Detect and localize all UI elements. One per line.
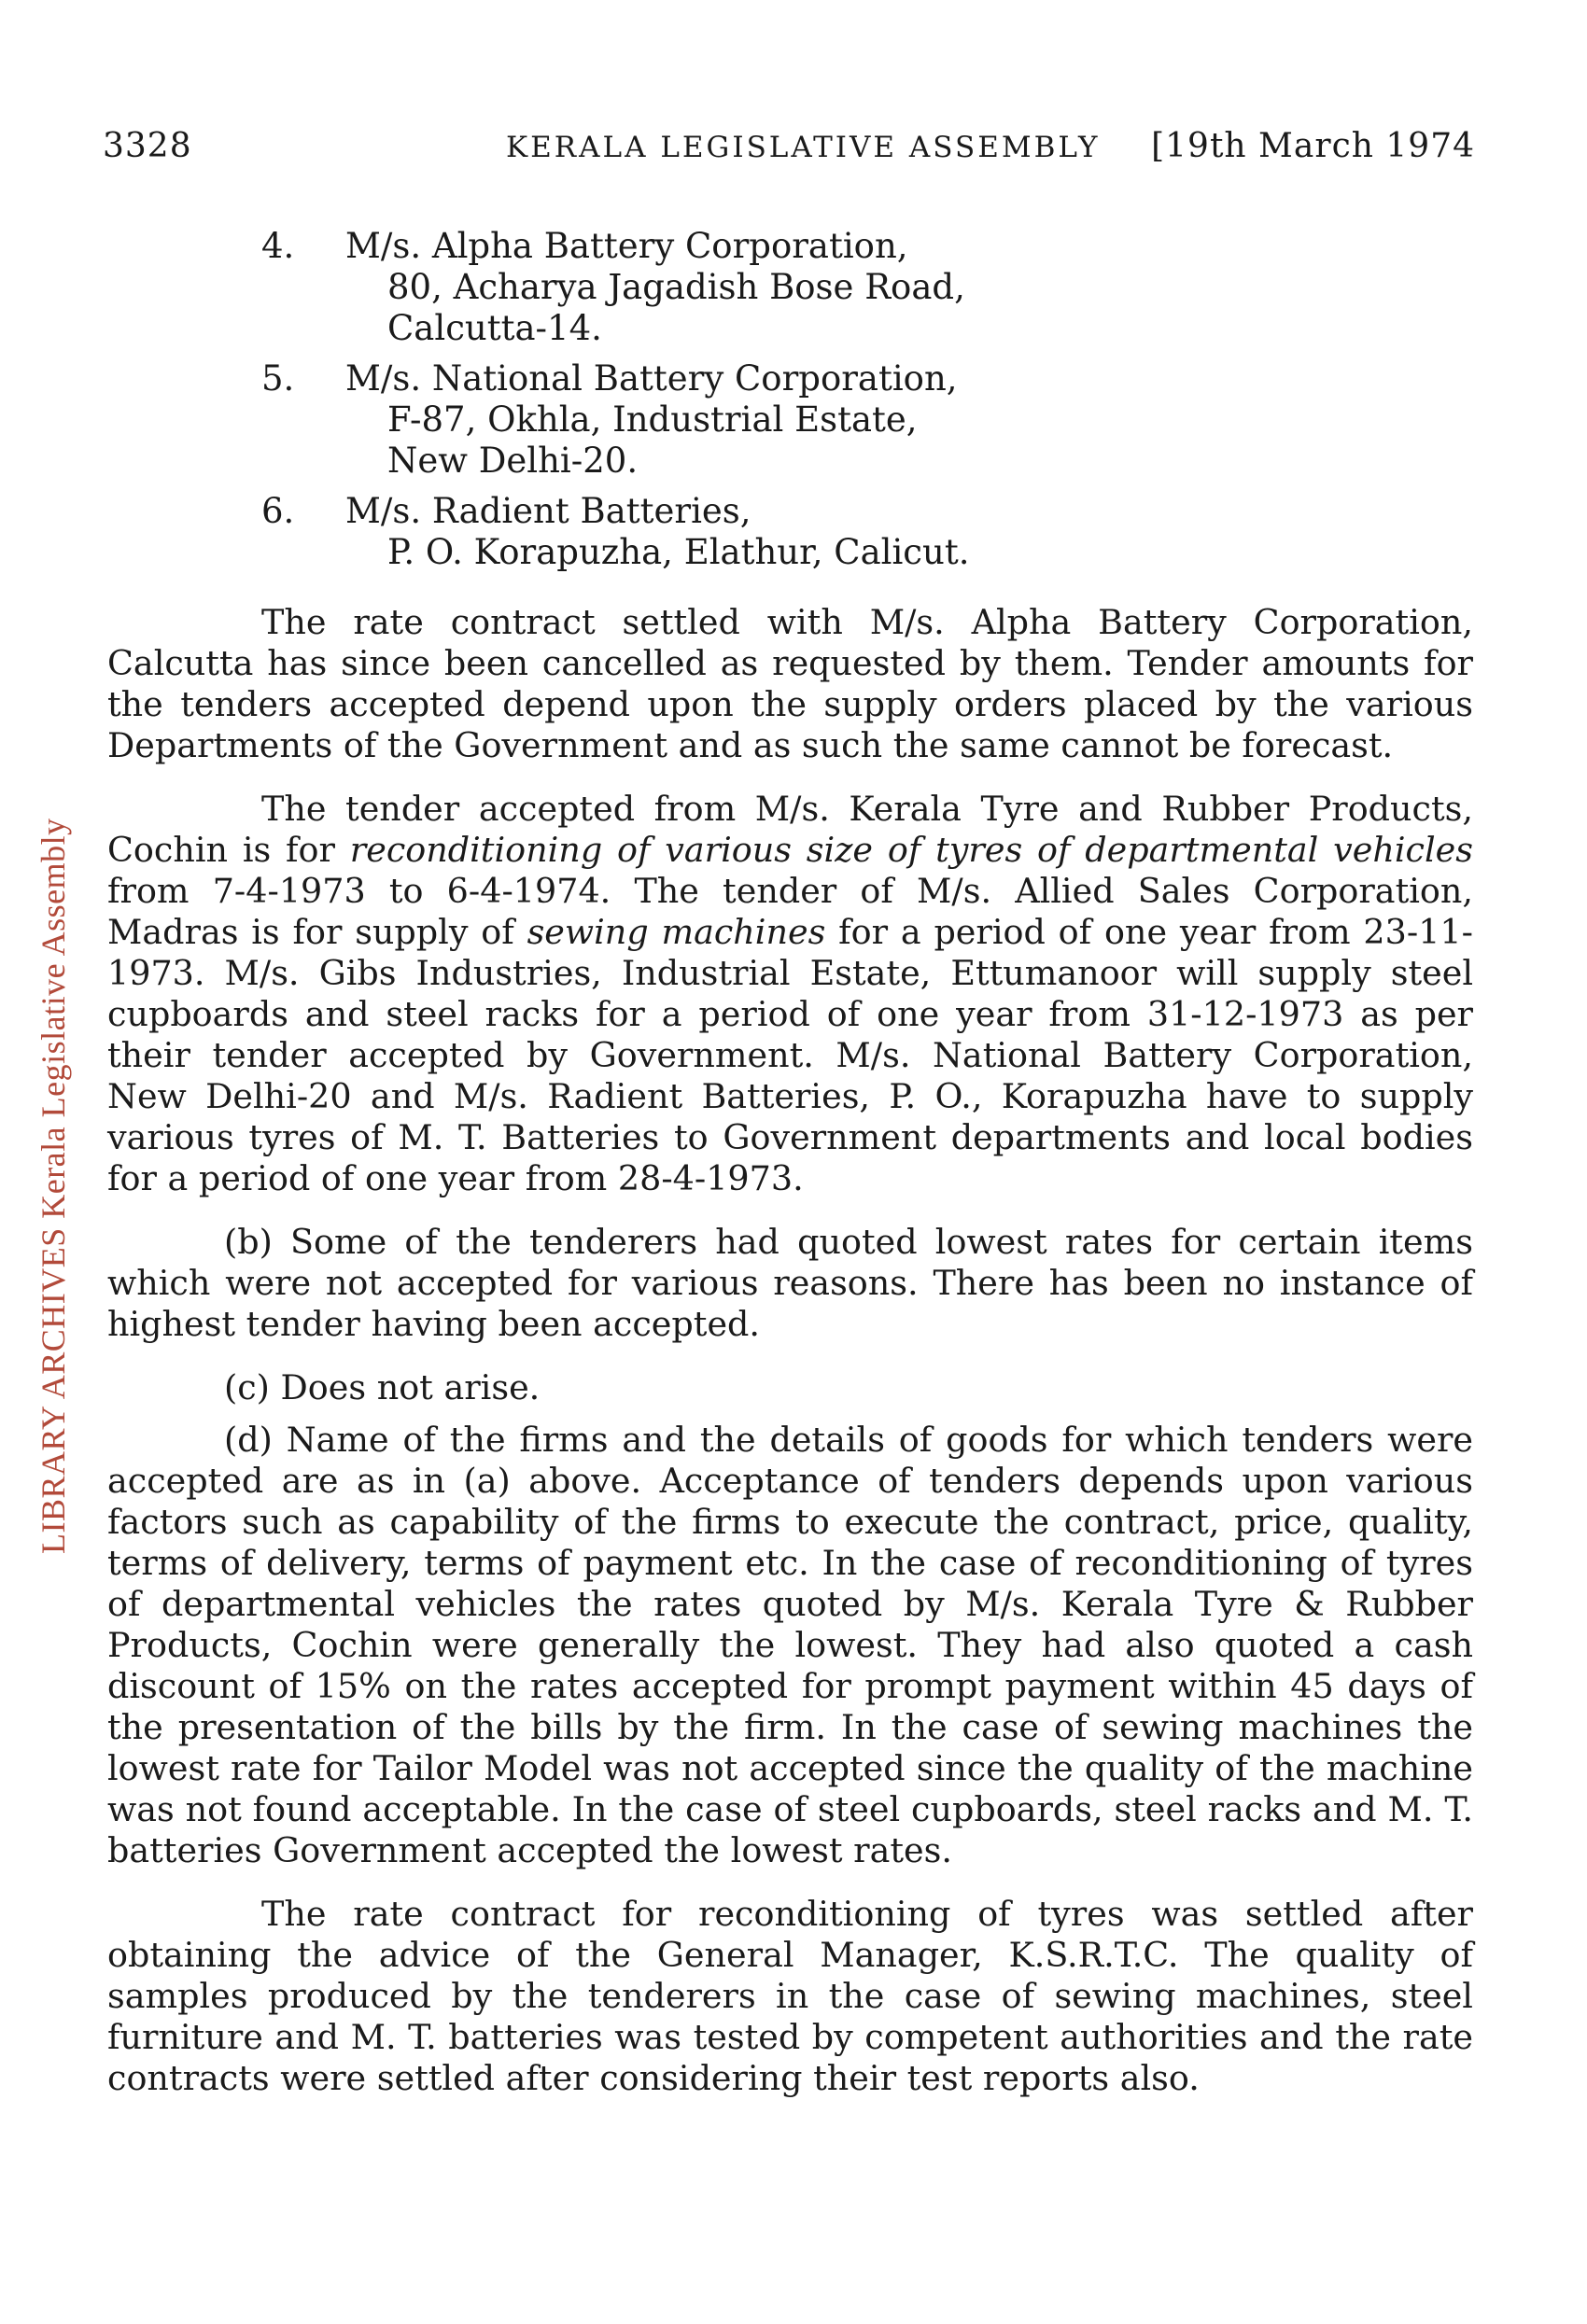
address-list xyxy=(261,226,1102,582)
archive-watermark: LIBRARY ARCHIVES Kerala Legislative Assembly xyxy=(35,818,72,1554)
firm-name: M/s. National Battery Corporation, xyxy=(345,358,958,399)
address-item xyxy=(261,491,1102,573)
page-number: 3328 xyxy=(103,127,192,165)
italic-text: sewing machines xyxy=(527,912,826,952)
address-line: P. O. Korapuzha, Elathur, Calicut. xyxy=(387,532,970,572)
italic-text: reconditioning of various size of tyres of departmental vehicles xyxy=(349,830,1473,870)
answer-body xyxy=(107,602,1473,2121)
text-run: from 7-4-1973 to 6-4-1974. The tender of M/s. Allied Sales Corporation, Madras is for supply of xyxy=(107,871,1473,952)
text-run: The tender accepted from M/s. Kerala Tyre and Rubber Products, Cochin is for xyxy=(107,789,1473,870)
address-line: New Delhi-20. xyxy=(387,441,639,481)
text-run: for a period of one year from 23-11-1973. M/s. Gibs Industries, Industrial Estate, Ettumanoor will supply steel cupboards and steel racks for a period of one year from 31-12-1973 as per their tender accepted by Government. M/s. National Battery Corporation, New Delhi-20 and M/s. Radient Batteries, P. O., Korapuzha have to supply various tyres of M. T. Batteries to Government departments and local bodies for a period of one year from 28-4-1973. xyxy=(107,912,1473,1198)
address-line: Calcutta-14. xyxy=(387,308,602,348)
paragraph-c: (c) Does not arise. xyxy=(224,1367,541,1407)
header-date: [19th March 1974 xyxy=(1151,127,1475,165)
address-line: F-87, Okhla, Industrial Estate, xyxy=(387,399,918,440)
address-item xyxy=(261,358,1102,482)
firm-name: M/s. Alpha Battery Corporation, xyxy=(345,226,908,266)
page-header xyxy=(103,127,1475,174)
running-title: KERALA LEGISLATIVE ASSEMBLY xyxy=(506,131,1101,164)
paragraph-b: (b) Some of the tenderers had quoted lowest rates for certain items which were not accepted for various reasons. There has been no instance of highest tender having been accepted. xyxy=(107,1222,1473,1344)
paragraph-tenders-accepted xyxy=(107,789,1473,1199)
paragraph-d: (d) Name of the firms and the details of goods for which tenders were accepted are as in (a) above. Acceptance of tenders depends upon various factors such as capability of the firms to execute the contract, price, quality, terms of delivery, terms of payment etc. In the case of reconditioning of tyres of departmental vehicles the rates quoted by M/s. Kerala Tyre & Rubber Products, Cochin were generally the lowest. They had also quoted a cash discount of 15% on the rates accepted for prompt payment within 45 days of the presentation of the bills by the firm. In the case of sewing machines the lowest rate for Tailor Model was not accepted since the quality of the machine was not found acceptable. In the case of steel cupboards, steel racks and M. T. batteries Government accepted the lowest rates. xyxy=(107,1420,1473,1870)
paragraph-rate-contract: The rate contract for reconditioning of tyres was settled after obtaining the advice of the General Manager, K.S.R.T.C. The quality of samples produced by the tenderers in the case of sewing machines, steel furniture and M. T. batteries was tested by competent authorities and the rate contracts were settled after considering their test reports also. xyxy=(107,1894,1473,2098)
address-item xyxy=(261,226,1102,349)
item-number: 6. xyxy=(261,491,295,531)
paragraph-contract-cancelled: The rate contract settled with M/s. Alpha Battery Corporation, Calcutta has since been cancelled as requested by them. Tender amounts for the tenders accepted depend upon the supply orders placed by the various Departments of the Government and as such the same cannot be forecast. xyxy=(107,602,1473,765)
item-number: 4. xyxy=(261,226,295,266)
firm-name: M/s. Radient Batteries, xyxy=(345,491,751,531)
item-number: 5. xyxy=(261,358,295,399)
address-line: 80, Acharya Jagadish Bose Road, xyxy=(387,267,965,307)
